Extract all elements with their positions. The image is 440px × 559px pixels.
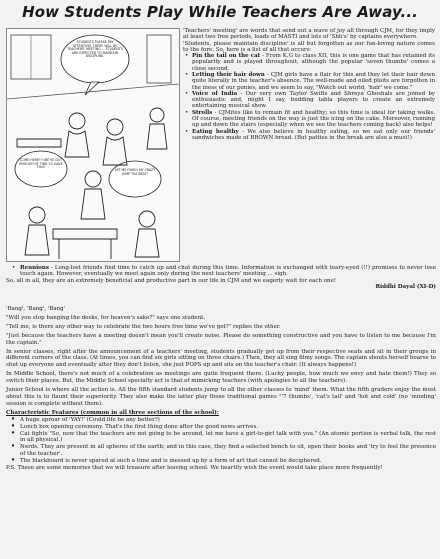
paragraph: In senior classes, right after the announcement of a teachers' meeting, students gradually get up from their respective seats and sit in their groups in different corners of the class. (At times, you can find six girls sitting on three chairs.) Then, they all sing filmy songs. The captain shouts herself hoarse to shut up everyone and eventually after they don't listen, she just POPS up and sits on the teacher's chair. (It always happens!) <box>6 348 436 369</box>
list-item: ♦ Nerds. They are present in all spheres of the earth; and in this case, they find a selected bench to sit, open their books and 'try to feel the presence of the teacher'. <box>20 444 436 458</box>
list-item <box>192 72 435 91</box>
cartoon-illustration <box>6 28 180 262</box>
paragraph: "Just because the teachers have a meeting doesn't mean you'll create noise. Please do something constructive and you have to listen to me because I'm the captain." <box>6 332 436 346</box>
paragraph: "Tell me, is there any other way to celebrate the two hours free time we've got?" replies the other. <box>6 323 281 330</box>
item-heading: Eating healthy <box>192 128 239 135</box>
author-signature: Riddhi Dayal (XI-D) <box>375 283 436 290</box>
features-heading: Characteristic Features (common in all three sections of the school): <box>6 409 219 416</box>
item-text: - Our very own Taylor Swifts and Shreya Ghoshals are joined by enthusiastic and, might I say, budding tabla players to create an extremely entertaining musical show. <box>192 90 435 110</box>
closing-paragraph: So, all in all, they are an extremely beneficial and productive part in our life in CJM and we eagerly wait for each one! <box>6 277 337 284</box>
paragraph: "Will you stop banging the desks, for heaven's sake?" says one student. <box>6 314 206 321</box>
list-item <box>192 110 435 129</box>
item-text: - We also believe in healthy eating, so we eat only our friends' sandwiches made of BROWN bread. (But patties in the break are also a must!) <box>192 128 435 141</box>
bubble-top-text: STUDENTS PLEASE PAY ATTENTION. THERE WILL BE TEACHERS' MEETING ... STUDENTS ARE EXPECTED TO MAINTAIN DISCIPLINE. <box>67 40 123 59</box>
intro-paragraph: 'Students, please maintain discipline' is all but forgotten as our fun-loving nature comes to the fore. So, here is a list of all that occurs: <box>183 40 435 53</box>
item-heading: Strolls <box>192 109 213 116</box>
list-item: ♦ Cat fights "So, now that the teachers are not going to be around, let me have a girl-to-girl talk with you." (An atomic portion is verbal talk, the rest in all physical.) <box>20 431 436 445</box>
list-item: ♦ The blackboard is never spared at such a time and is messed up by a form of art that cannot be deciphered. <box>20 458 436 465</box>
activity-list <box>183 53 435 141</box>
article-full-width <box>6 265 436 290</box>
classroom-cartoon <box>7 29 179 261</box>
speech-bubble-right <box>109 161 161 197</box>
item-text: - CJM girls have a flair for this and they let their hair down quite literally in the teacher's absence. The well-made and oiled plaits are forgotten in the mess of our ponies, and we seem to say, "Watch out world, 'hair' we come." <box>192 71 435 91</box>
paragraph: Junior School is where all the action is. All the fifth standard students jump to all the other classes to 'mind' them. What the fifth graders enjoy the most about this is to flaunt their superiority. They also make the latter play those traditional games "'7 thumbs', 'cat's tail' and 'hot and cold' (no 'minding' session is complete without them). <box>6 387 436 407</box>
list-item <box>192 129 435 142</box>
item-heading: Letting their hair down <box>192 71 265 78</box>
bubble-left-text: COME HERE!!! WE'VE GOT ENOUGH OF TIME TO HAVE FUN! <box>19 158 63 170</box>
postscript: P.S. These are some memories that we will treasure after leaving school. We heartily wish the event would take place more frequently! <box>6 465 383 472</box>
item-text: - From K.G to class XII, this is one game that has retained its popularity and is played throughout, although the popular 'seven thumbs' comes a close second. <box>192 53 435 72</box>
intro-paragraph: 'Teachers' meeting' are words that send out a wave of joy all through CJM, for they imply at least two free periods, loads of MASTI and lots of 'Shh's' by captains everywhere. <box>183 28 435 41</box>
item-text: - CJMites like to remain fit and healthy; so this time is ideal for taking walks. Of course, meeting friends on the way is just the icing on the cake. Moreover, running up and down the stairs (especially when we see the teachers coming back) also helps! <box>192 109 435 129</box>
features-list <box>6 417 436 465</box>
paragraph: In Middle School, there's not much of a celebration as meetings are quite frequent there. (Lucky people, how much we envy and hate them!) They so switch their places. But, the Middle School specialty act is that of mimicking teachers (with apologies to all the teachers). <box>6 371 436 385</box>
article-top-column <box>183 28 435 141</box>
item-heading: Voice of India <box>192 90 238 97</box>
item-heading: Pin the tail on the cat <box>192 53 261 60</box>
list-item <box>192 91 435 110</box>
list-item: ♦ Lunch box opening ceremony. That's the first thing done after the good news arrives. <box>20 424 436 431</box>
bubble-right-text: LET ME FINISH MY CRAZY JUMP THE BEAT! <box>114 168 156 176</box>
reunion-list <box>6 265 436 278</box>
page-title: How Students Play While Teachers Are Away... <box>22 3 418 21</box>
item-heading: Reunions <box>20 265 49 271</box>
list-item: ♦ A huge uproar of 'YAY!' (Could life be any better?) <box>20 417 436 424</box>
second-article <box>6 306 436 474</box>
list-item <box>192 53 435 72</box>
item-text: - Long-lost friends find time to catch up and chat during this time. Information is exchanged with teary-eyed (!!) promises to never lose touch again. However, eventually we meet again only during the next teachers' meeting ... sigh. <box>20 265 436 278</box>
paragraph: 'Bang', 'Bang', 'Bang' <box>6 306 66 312</box>
list-item <box>20 265 436 278</box>
